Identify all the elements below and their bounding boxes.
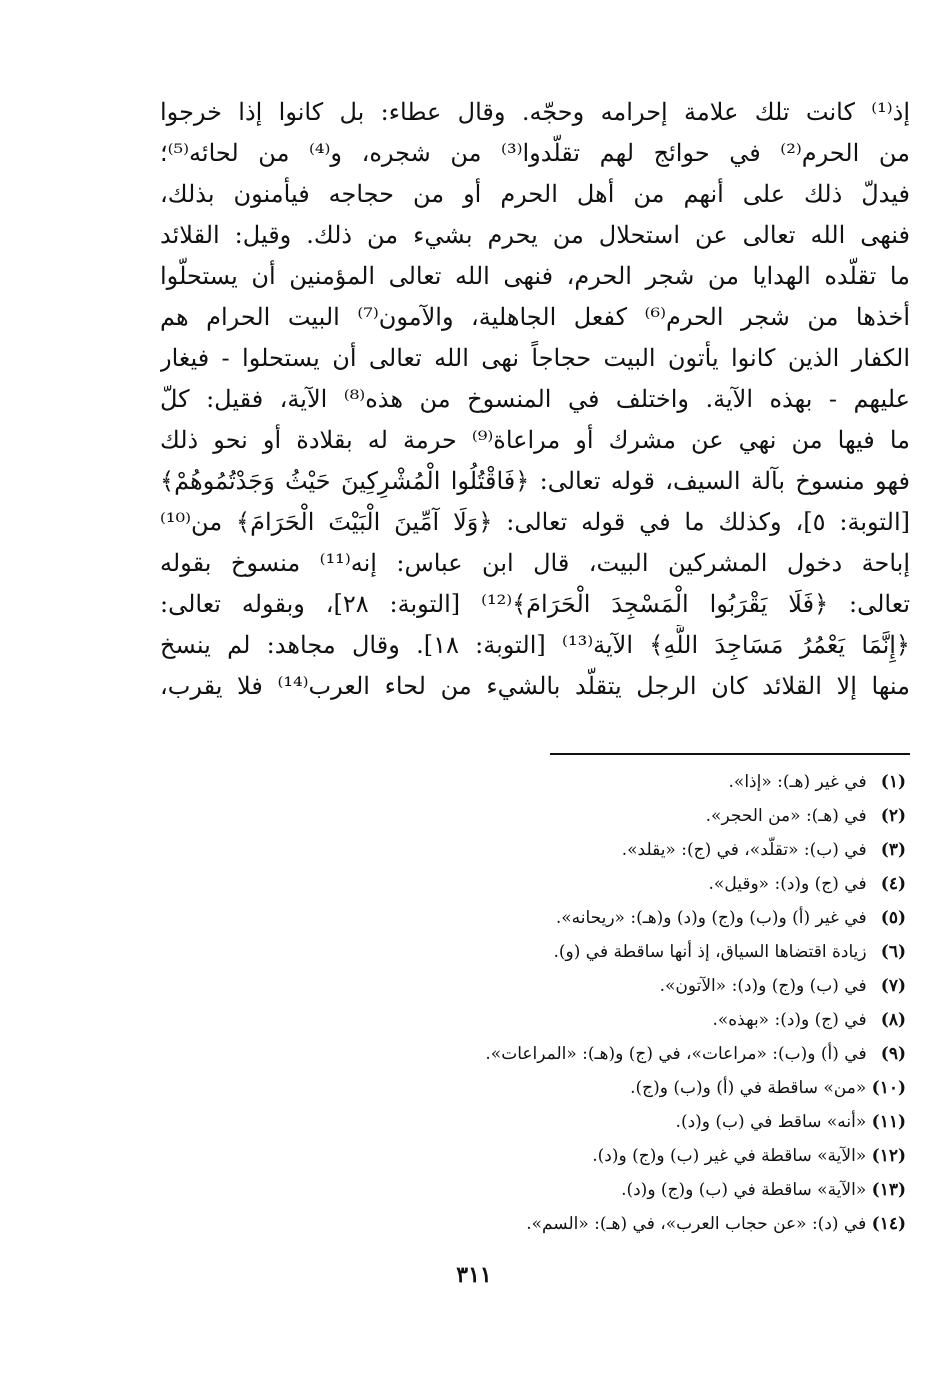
- footnote-number: (١١): [871, 1112, 906, 1132]
- text-line: فهو منسوخ بآلة السيف، قوله تعالى: ﴿فَاقْتُلُوا الْمُشْرِكِينَ حَيْثُ وَجَدْتُمُوهُمْ﴾: [160, 467, 910, 495]
- footnote-number: (١٠): [871, 1078, 906, 1098]
- footnote-text: في (ج) و(د): «بهذه».: [712, 1010, 867, 1030]
- text-line: ما تقلّده الهدايا من شجر الحرم، فنهى الله تعالى المؤمنين أن يستحلّوا: [160, 262, 910, 290]
- footnote: [160, 969, 906, 1003]
- footnote-number: (٥): [880, 908, 906, 928]
- footnote: [160, 935, 906, 969]
- footnote-number: (٧): [880, 976, 906, 996]
- footnote: [160, 833, 906, 867]
- text-line: عليهم - بهذه الآية. واختلف في المنسوخ من هذه⁽⁸⁾ الآية، فقيل: كلّ: [160, 385, 910, 413]
- footnote-number: (٨): [880, 1010, 906, 1030]
- footnote-text: «من» ساقطة في (أ) و(ب) و(ج).: [630, 1078, 867, 1098]
- footnote: [160, 867, 906, 901]
- text-line: الكفار الذين كانوا يأتون البيت حجاجاً نهى الله تعالى أن يستحلوا - فيغار: [160, 344, 910, 372]
- footnote-number: (١٢): [871, 1146, 906, 1166]
- footnote: [160, 901, 906, 935]
- text-line: ﴿إِنَّمَا يَعْمُرُ مَسَاجِدَ اللَّهِ﴾ الآية⁽¹³⁾ [التوبة: ١٨]. وقال مجاهد: لم ينسخ: [160, 631, 910, 659]
- footnote-number: (١٤): [871, 1214, 906, 1234]
- footnote-separator: [550, 753, 910, 755]
- footnote-number: (٣): [880, 840, 906, 860]
- footnote-number: (١٣): [871, 1180, 906, 1200]
- footnote-number: (٩): [880, 1044, 906, 1064]
- text-line: من الحرم⁽²⁾ في حوائج لهم تقلّدوا⁽³⁾ من شجره، و⁽⁴⁾ من لحائه⁽⁵⁾؛: [160, 139, 910, 167]
- footnote-text: في غير (أ) و(ب) و(ج) و(د) و(هـ): «ريحانه».: [555, 908, 867, 928]
- footnote-text: في (أ) و(ب): «مراعات»، في (ج) و(هـ): «المراعات».: [485, 1044, 867, 1064]
- footnote-text: «أنه» ساقط في (ب) و(د).: [675, 1112, 867, 1132]
- footnote: [160, 1173, 906, 1207]
- footnote: [160, 1139, 906, 1173]
- footnote: [160, 765, 906, 799]
- footnotes: [160, 765, 906, 1241]
- footnote: [160, 1003, 906, 1037]
- text-line: تعالى: ﴿فَلَا يَقْرَبُوا الْمَسْجِدَ الْحَرَامَ﴾⁽¹²⁾ [التوبة: ٢٨]، وبقوله تعالى:: [160, 590, 910, 618]
- footnote-text: زيادة اقتضاها السياق، إذ أنها ساقطة في (و).: [553, 942, 867, 962]
- footnote-number: (١): [880, 772, 906, 792]
- text-line: أخذها من شجر الحرم⁽⁶⁾ كفعل الجاهلية، والآمون⁽⁷⁾ البيت الحرام هم: [160, 303, 910, 331]
- footnote: [160, 1037, 906, 1071]
- text-line: فيدلّ ذلك على أنهم من أهل الحرم أو من حجاجه فيأمنون بذلك،: [160, 180, 910, 208]
- footnote-text: في (د): «عن حجاب العرب»، في (هـ): «السم».: [526, 1214, 867, 1234]
- footnote: [160, 1105, 906, 1139]
- text-line: إباحة دخول المشركين البيت، قال ابن عباس: إنه⁽¹¹⁾ منسوخ بقوله: [160, 549, 910, 577]
- footnote-text: في (ب): «تقلّد»، في (ج): «يقلد».: [621, 840, 867, 860]
- text-line: [التوبة: ٥]، وكذلك ما في قوله تعالى: ﴿وَلَا آمِّينَ الْبَيْتَ الْحَرَامَ﴾ من⁽¹⁰⁾: [160, 508, 910, 536]
- footnote: [160, 1071, 906, 1105]
- footnote-text: في (ب) و(ج) و(د): «الآتون».: [659, 976, 867, 996]
- text-line: ما فيها من نهي عن مشرك أو مراعاة⁽⁹⁾ حرمة له بقلادة أو نحو ذلك: [160, 426, 910, 454]
- text-line: فنهى الله تعالى عن استحلال من يحرم بشيء من ذلك. وقيل: القلائد: [160, 221, 910, 249]
- footnote-number: (٦): [880, 942, 906, 962]
- footnote-number: (٤): [880, 874, 906, 894]
- text-line: منها إلا القلائد كان الرجل يتقلّد بالشيء من لحاء العرب⁽¹⁴⁾ فلا يقرب،: [160, 672, 910, 700]
- footnote-number: (٢): [880, 806, 906, 826]
- footnote: [160, 799, 906, 833]
- footnote-text: في غير (هـ): «إذا».: [728, 772, 867, 792]
- page-number: ٣١١: [456, 1262, 492, 1288]
- footnote-text: «الآية» ساقطة في (ب) و(ج) و(د).: [621, 1180, 867, 1200]
- footnote-text: «الآية» ساقطة في غير (ب) و(ج) و(د).: [592, 1146, 867, 1166]
- footnote-text: في (ج) و(د): «وقيل».: [708, 874, 867, 894]
- main-text: [160, 92, 910, 707]
- text-line: إذ⁽¹⁾ كانت تلك علامة إحرامه وحجّه. وقال عطاء: بل كانوا إذا خرجوا: [160, 98, 910, 126]
- footnote-text: في (هـ): «من الحجر».: [705, 806, 867, 826]
- footnote: [160, 1207, 906, 1241]
